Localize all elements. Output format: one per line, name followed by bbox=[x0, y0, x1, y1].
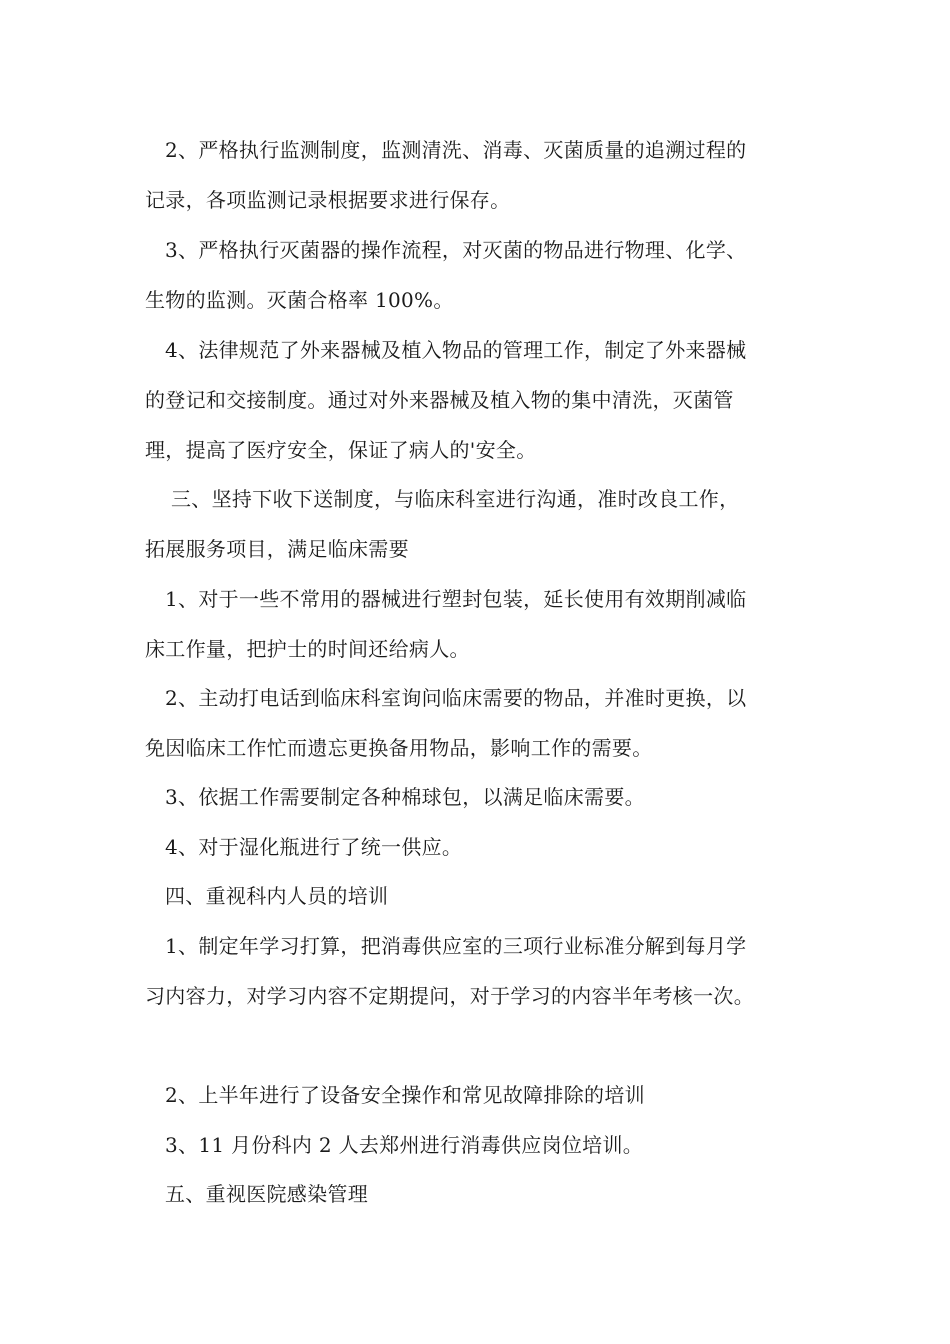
section-heading-five bbox=[145, 1169, 825, 1219]
paragraph-line: 3、依据工作需要制定各种棉球包，以满足临床需要。 bbox=[165, 785, 645, 809]
section-heading-three bbox=[145, 474, 825, 574]
paragraph-line: 拓展服务项目，满足临床需要 bbox=[145, 537, 409, 561]
paragraph-sterilizer-process bbox=[145, 225, 825, 325]
paragraph-line: 1、对于一些不常用的器械进行塑封包装，延长使用有效期削减临 bbox=[165, 587, 747, 611]
paragraph-study-plan bbox=[145, 921, 825, 1021]
paragraph-humidifier-bottles bbox=[145, 822, 825, 872]
paragraph-line: 的登记和交接制度。通过对外来器械及植入物的集中清洗，灭菌管 bbox=[145, 388, 734, 412]
paragraph-line: 五、重视医院感染管理 bbox=[165, 1182, 368, 1206]
paragraph-line: 2、上半年进行了设备安全操作和常见故障排除的培训 bbox=[165, 1083, 645, 1107]
paragraph-external-instruments bbox=[145, 325, 825, 475]
paragraph-line: 床工作量，把护士的时间还给病人。 bbox=[145, 637, 470, 661]
paragraph-line: 3、11 月份科内 2 人去郑州进行消毒供应岗位培训。 bbox=[165, 1133, 644, 1157]
paragraph-phone-inquiry bbox=[145, 673, 825, 773]
paragraph-cotton-packs bbox=[145, 772, 825, 822]
paragraph-line: 4、法律规范了外来器械及植入物品的管理工作，制定了外来器械 bbox=[165, 338, 747, 362]
paragraph-line: 记录，各项监测记录根据要求进行保存。 bbox=[145, 188, 511, 212]
paragraph-line: 2、主动打电话到临床科室询问临床需要的物品，并准时更换，以 bbox=[165, 686, 747, 710]
paragraph-equipment-training bbox=[145, 1070, 825, 1120]
paragraph-line: 1、制定年学习打算，把消毒供应室的三项行业标准分解到每月学 bbox=[165, 934, 747, 958]
paragraph-line: 理，提高了医疗安全，保证了病人的'安全。 bbox=[145, 438, 537, 462]
section-heading-four bbox=[145, 871, 825, 921]
paragraph-line: 2、严格执行监测制度，监测清洗、消毒、灭菌质量的追溯过程的 bbox=[165, 138, 747, 162]
paragraph-line: 四、重视科内人员的培训 bbox=[165, 884, 389, 908]
paragraph-line: 习内容力，对学习内容不定期提问，对于学习的内容半年考核一次。 bbox=[145, 984, 754, 1008]
paragraph-line: 生物的监测。灭菌合格率 100%。 bbox=[145, 288, 454, 312]
paragraph-monitoring bbox=[145, 125, 825, 225]
paragraph-line: 3、严格执行灭菌器的操作流程，对灭菌的物品进行物理、化学、 bbox=[165, 238, 747, 262]
paragraph-line: 4、对于湿化瓶进行了统一供应。 bbox=[165, 835, 463, 859]
paragraph-line: 免因临床工作忙而遗忘更换备用物品，影响工作的需要。 bbox=[145, 736, 653, 760]
paragraph-zhengzhou-training bbox=[145, 1120, 825, 1170]
paragraph-line: 三、坚持下收下送制度，与临床科室进行沟通，准时改良工作， bbox=[171, 487, 740, 511]
paragraph-seal-packaging bbox=[145, 574, 825, 674]
